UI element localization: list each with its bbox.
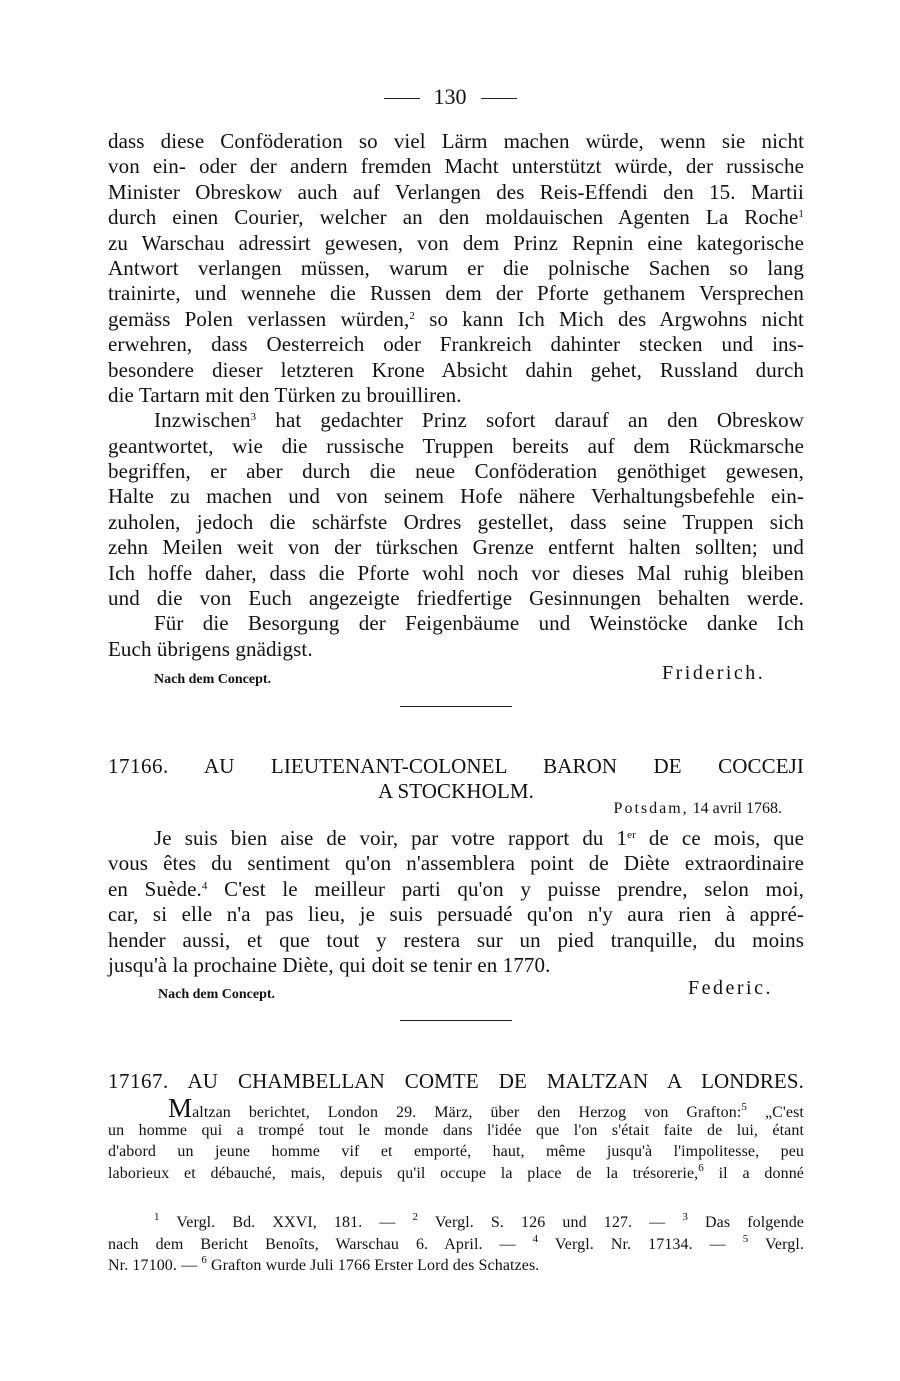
text-line: gemäss Polen verlassen würden,$^2$ so kann Ich Mich des Argwohns nicht [108,306,804,331]
text-line: erwehren, dass Oesterreich oder Frankreich dahinter stecken und ins- [108,332,804,357]
text-line: Antwort verlangen müssen, warum er die polnische Sachen so lang [108,255,804,280]
text-line: car, si elle n'a pas lieu, je suis persuadé qu'on n'y aura rien à appré- [108,902,804,927]
signature: Friderich. [662,662,766,684]
section-divider [400,1020,512,1021]
header-dash-right [481,98,517,99]
footnote-line: nach dem Bericht Benoîts, Warschau 6. April. — $^4$ Vergl. Nr. 17134. — $^5$ Vergl. [108,1232,805,1253]
footnote-ref: 5 [741,1101,748,1113]
letter-number: 17166. [108,754,169,778]
text-line: Halte zu machen und von seinem Hofe nähere Verhaltungsbefehle ein- [108,484,804,509]
text-line: un homme qui a trompé tout le monde dans l'idée que l'on s'était faite de lui, étant [108,1121,804,1139]
text-line: zuholen, jedoch die schärfste Ordres gestellet, dass seine Truppen sich [108,509,804,534]
letter-heading [108,1069,804,1094]
footnote-ref: 4 [201,879,208,892]
letter-heading [108,754,804,805]
footnote-line: Nr. 17100. — $^6$ Grafton wurde Juli 1766 Erster Lord des Schatzes. [108,1254,540,1274]
text-line: Für die Besorgung der Feigenbäume und Weinstöcke danke Ich [154,611,804,636]
text-line: zu Warschau adressirt gewesen, von dem Prinz Repnin eine kategorische [108,230,804,255]
initial-letter: M [168,1093,193,1123]
footnotes [108,1212,804,1277]
text-line: Minister Obreskow auch auf Verlangen des Reis-Effendi den 15. Martii [108,179,804,204]
page-header [0,84,900,110]
letter-title-line2: A STOCKHOLM. [377,779,534,804]
header-dash-left [384,98,420,99]
text-line: laborieux et débauché, mais, depuis qu'il occupe la place de la trésorerie,$^6$ il a donné [108,1161,805,1182]
text-line: trainirte, und wennehe die Russen dem der Pforte gethanem Versprechen [108,281,804,306]
footnote-line: $^1$ Vergl. Bd. XXVI, 181. — $^2$ Vergl. S. 126 und 127. — $^3$ Das folgende [154,1211,805,1231]
dateline [614,800,782,818]
text-line: zehn Meilen weit von der türkschen Grenze entfernt halten sollten; und [108,535,804,560]
source-note: Nach dem Concept. [158,987,276,1002]
footnote-ref: 1 [798,208,804,221]
letter-number: 17167. [108,1069,169,1093]
letter-title: AU CHAMBELLAN COMTE DE MALTZAN A LONDRES. [187,1069,804,1093]
text-line: Ich hoffe daher, dass die Pforte wohl noch vor dieses Mal ruhig bleiben [108,560,804,585]
text-line: en Suède.$^4$ C'est le meilleur parti qu'on y puisse prendre, selon moi, [108,876,804,901]
text-line: besondere dieser letzteren Krone Absicht dahin gehet, Russland durch [108,357,804,382]
date: 14 avril 1768. [692,800,782,817]
text-line: Euch übrigens gnädigst. [108,636,313,661]
date-place: Potsdam, [613,800,689,817]
section3-body [108,1093,805,1184]
text-line: geantwortet, wie die russische Truppen bereits auf dem Rückmarsche [108,433,804,458]
text-line: Inzwischen$^3$ hat gedachter Prinz sofort darauf an den Obreskow [154,408,804,433]
letter-title: AU LIEUTENANT-COLONEL BARON DE COCCEJI [203,754,804,778]
section1-body [108,129,804,662]
page-number: 130 [433,84,467,109]
footnote-ref: 6 [698,1161,704,1174]
section-divider [400,706,512,707]
text-line: und die von Euch angezeigte friedfertige Gesinnungen behalten werde. [108,586,804,611]
text-line: dass diese Conföderation so viel Lärm machen würde, wenn sie nicht [108,129,804,153]
text-line: jusqu'à la prochaine Diète, qui doit se tenir en 1770. [108,952,551,977]
section2-body [108,826,804,978]
text-line: d'abord un jeune homme vif et emporté, haut, même jusqu'à l'impolitesse, peu [108,1143,804,1160]
footnote-ref: 2 [409,309,415,322]
signature: Federic. [688,977,773,999]
text-line: hender aussi, et que tout y restera sur un pied tranquille, du moins [108,927,804,952]
text-line: Je suis bien aise de voir, par votre rapport du 1er de ce mois, que [154,826,804,850]
text-line: durch einen Courier, welcher an den moldauischen Agenten La Roche$^1$ [108,205,804,230]
text-line: Maltzan berichtet, London 29. März, über den Herzog von Grafton:$^5$ „C'est [168,1093,804,1123]
text-line: die Tartarn mit den Türken zu brouilliren. [108,382,462,407]
text-line: von ein- oder der andern fremden Macht unterstützt würde, der russische [108,154,804,179]
text-line: begriffen, er aber durch die neue Conföderation genöthiget gewesen, [108,459,804,484]
text-line: vous êtes du sentiment qu'on n'assemblera point de Diète extraordinaire [108,851,804,876]
source-note: Nach dem Concept. [154,672,272,687]
footnote-ref: 3 [250,411,257,424]
